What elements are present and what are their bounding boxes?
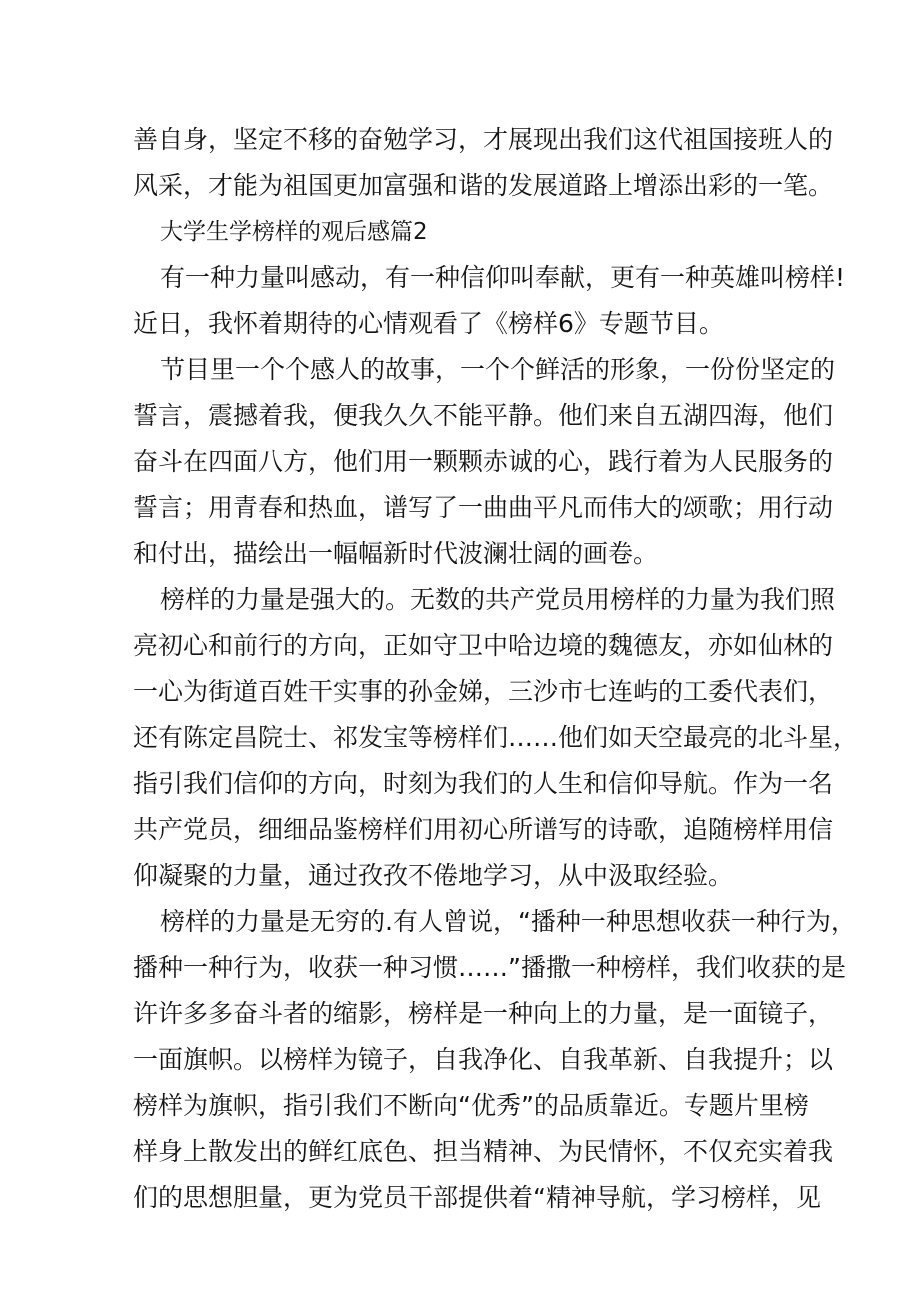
text-line: 善自身，坚定不移的奋勉学习，才展现出我们这代祖国接班人的: [133, 125, 834, 154]
text-line: 样身上散发出的鲜红底色、担当精神、为民情怀，不仅充实着我: [133, 1137, 834, 1166]
text-line: 一心为街道百姓干实事的孙金娣，三沙市七连屿的工委代表们，: [133, 677, 834, 706]
text-line: 节目里一个个感人的故事，一个个鲜活的形象，一份份坚定的: [160, 355, 836, 384]
text-line: 和付出，描绘出一幅幅新时代波澜壮阔的画卷。: [133, 539, 659, 568]
text-line: 许许多多奋斗者的缩影，榜样是一种向上的力量，是一面镜子，: [133, 999, 834, 1028]
text-line: 们的思想胆量，更为党员干部提供着“精神导航，学习榜样，见: [133, 1183, 821, 1212]
text-line: 播种一种行为，收获一种习惯……”播撒一种榜样，我们收获的是: [133, 953, 846, 982]
text-line: 誓言，震撼着我，便我久久不能平静。他们来自五湖四海，他们: [133, 401, 834, 430]
text-line: 仰凝聚的力量，通过孜孜不倦地学习，从中汲取经验。: [133, 861, 734, 890]
text-line: 榜样的力量是无穷的.有人曾说，“播种一种思想收获一种行为，: [160, 907, 856, 936]
text-line: 亮初心和前行的方向，正如守卫中哈边境的魏德友，亦如仙林的: [133, 631, 834, 660]
text-line: 奋斗在四面八方，他们用一颗颗赤诚的心，践行着为人民服务的: [133, 447, 834, 476]
text-line: 近日，我怀着期待的心情观看了《榜样6》专题节目。: [133, 309, 724, 338]
text-line: 有一种力量叫感动，有一种信仰叫奉献，更有一种英雄叫榜样!: [160, 263, 846, 292]
text-line: 还有陈定昌院士、祁发宝等榜样们……他们如天空最亮的北斗星，: [133, 723, 859, 752]
text-line: 榜样为旗帜，指引我们不断向“优秀”的品质靠近。专题片里榜: [133, 1091, 809, 1120]
text-line: 榜样的力量是强大的。无数的共产党员用榜样的力量为我们照: [160, 585, 836, 614]
text-line: 一面旗帜。以榜样为镜子，自我净化、自我革新、自我提升；以: [133, 1045, 834, 1074]
text-line: 共产党员，细细品鉴榜样们用初心所谱写的诗歌，追随榜样用信: [133, 815, 834, 844]
section-heading: 大学生学榜样的观后感篇2: [160, 219, 428, 245]
text-line: 誓言；用青春和热血，谱写了一曲曲平凡而伟大的颂歌；用行动: [133, 493, 834, 522]
text-line: 指引我们信仰的方向，时刻为我们的人生和信仰导航。作为一名: [133, 769, 834, 798]
text-line: 风采，才能为祖国更加富强和谐的发展道路上增添出彩的一笔。: [133, 171, 834, 200]
